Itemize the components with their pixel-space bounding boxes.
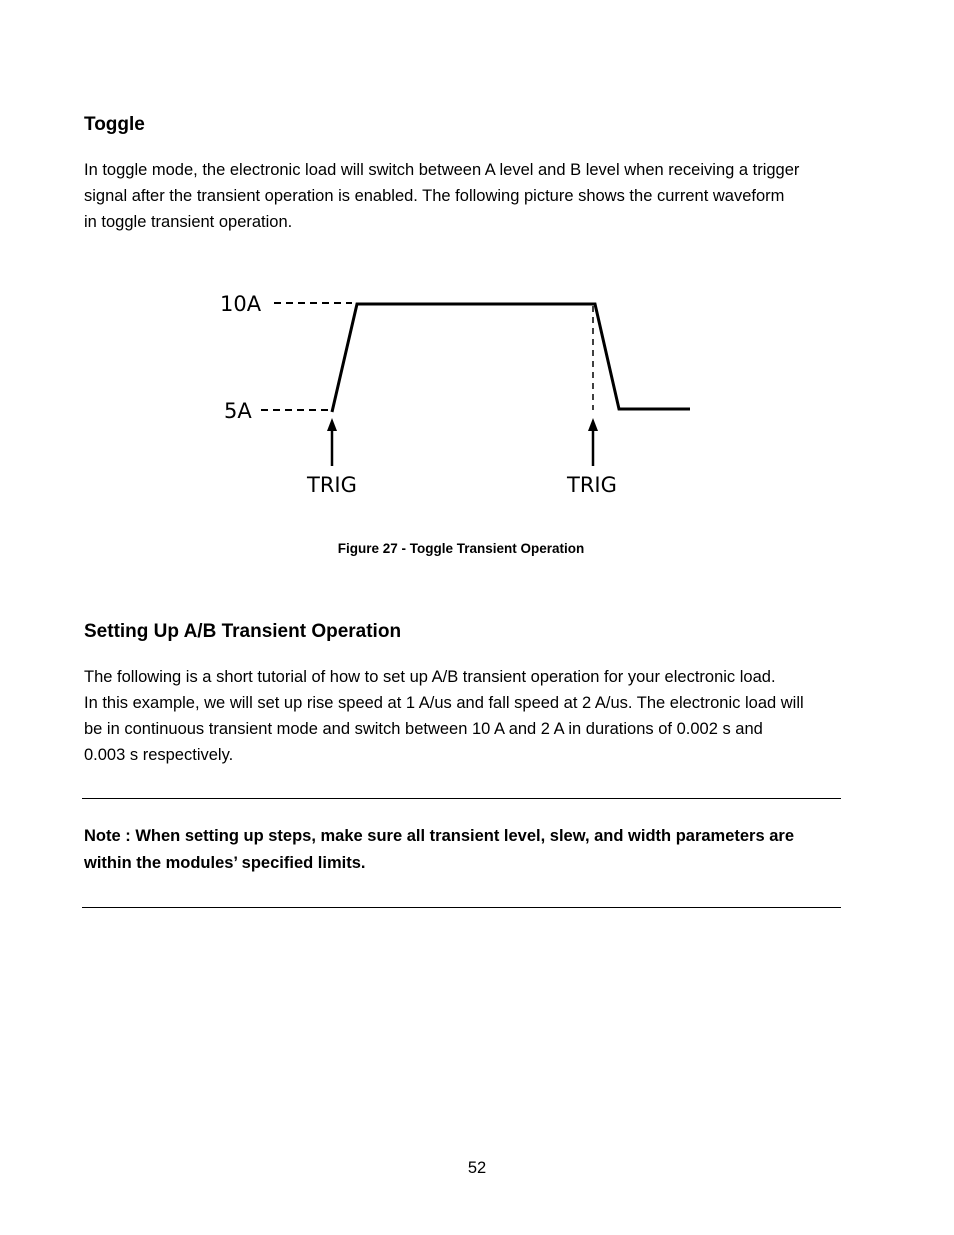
trigger-arrow-2-head <box>588 418 598 431</box>
note-line-2: within the modules’ specified limits. <box>84 854 366 872</box>
setup-line-3: be in continuous transient mode and switch between 10 A and 2 A in durations of 0.002 s and <box>84 720 763 738</box>
level-10a-label: 10A <box>220 292 262 316</box>
note-line-1: Note : When setting up steps, make sure all transient level, slew, and width parameters are <box>84 827 795 845</box>
figure-caption: Figure 27 - Toggle Transient Operation <box>337 541 585 556</box>
setup-line-1: The following is a short tutorial of how to set up A/B transient operation for your electronic load. <box>84 668 776 686</box>
toggle-line-1: In toggle mode, the electronic load will switch between A level and B level when receiving a trigger <box>84 161 800 179</box>
setup-paragraph <box>84 664 844 768</box>
trigger-arrow-1-head <box>327 418 337 431</box>
note-box <box>84 823 824 877</box>
level-5a-label: 5A <box>224 399 252 423</box>
note-top-rule <box>82 798 841 799</box>
setup-heading: Setting Up A/B Transient Operation <box>84 621 402 642</box>
setup-line-2: In this example, we will set up rise speed at 1 A/us and fall speed at 2 A/us. The electronic load will <box>84 694 804 712</box>
toggle-line-3: in toggle transient operation. <box>84 213 293 231</box>
current-waveform <box>332 304 690 412</box>
setup-line-4: 0.003 s respectively. <box>84 746 234 764</box>
toggle-waveform-figure <box>0 0 954 520</box>
trigger-label-2: TRIG <box>567 473 617 497</box>
toggle-heading: Toggle <box>84 114 145 135</box>
note-bottom-rule <box>82 907 841 908</box>
toggle-line-2: signal after the transient operation is enabled. The following picture shows the current waveform <box>84 187 785 205</box>
trigger-label-1: TRIG <box>307 473 357 497</box>
page-number: 52 <box>467 1159 487 1177</box>
